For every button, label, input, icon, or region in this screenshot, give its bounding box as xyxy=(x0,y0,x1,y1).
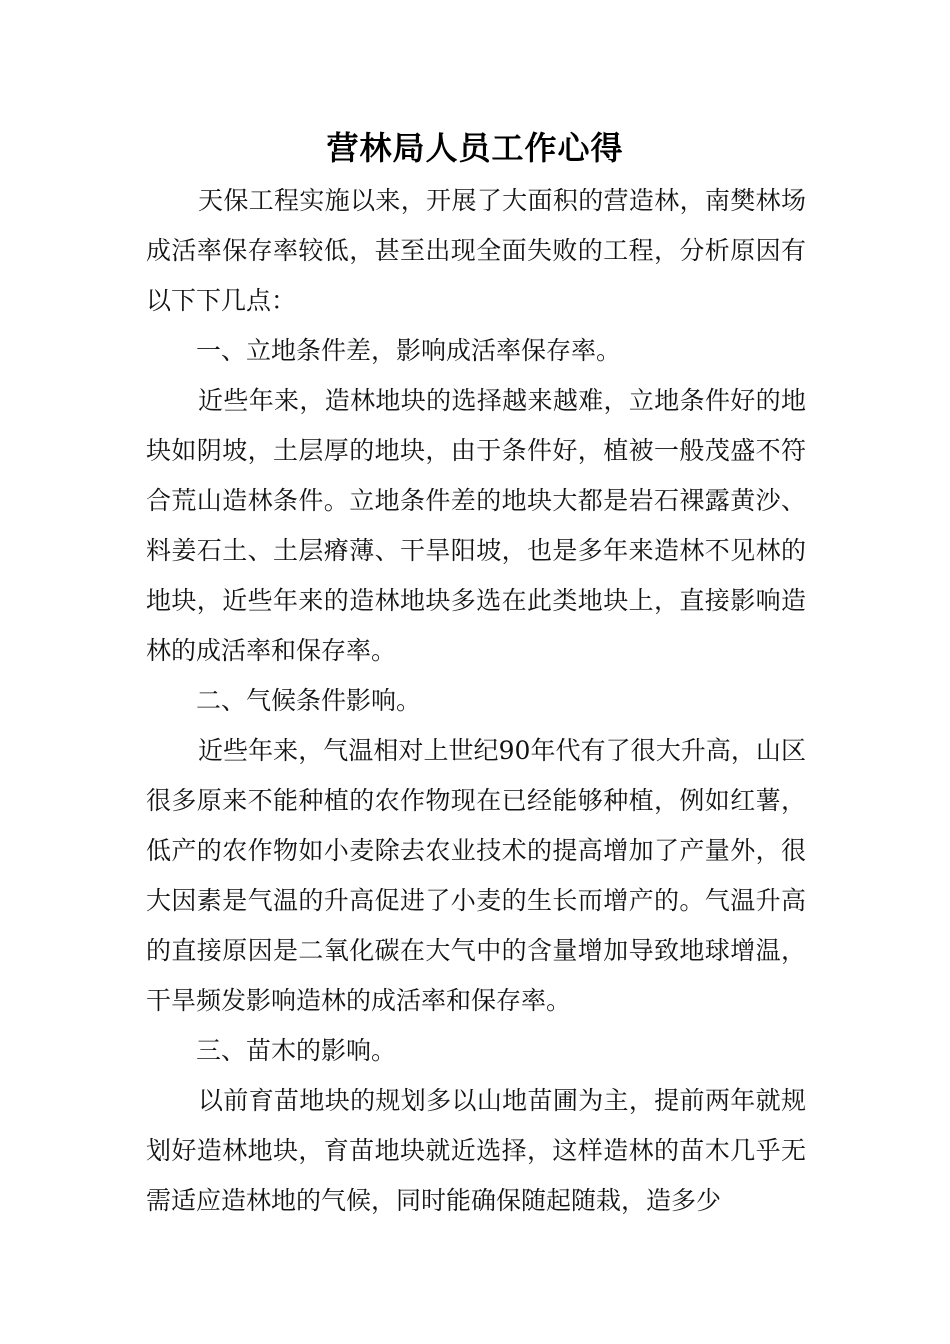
section-heading-2: 二、气候条件影响。 xyxy=(196,686,422,715)
section-heading-1: 一、立地条件差，影响成活率保存率。 xyxy=(196,336,622,365)
document-title: 营林局人员工作心得 xyxy=(326,129,624,167)
document-body xyxy=(146,176,806,1226)
paragraph-seedlings: 以前育苗地块的规划多以山地苗圃为主，提前两年就规划好造林地块，育苗地块就近选择，这样造林的苗木几乎无需适应造林地的气候，同时能确保随起随栽，造多少 xyxy=(146,1086,806,1215)
paragraph-climate: 近些年来，气温相对上世纪90年代有了很大升高，山区很多原来不能种植的农作物现在已经能够种植，例如红薯，低产的农作物如小麦除去农业技术的提高增加了产量外，很大因素是气温的升高促进了小麦的生长而增产的。气温升高的直接原因是二氧化碳在大气中的含量增加导致地球增温，干旱频发影响造林的成活率和保存率。 xyxy=(146,736,806,1015)
paragraph-intro: 天保工程实施以来，开展了大面积的营造林，南樊林场成活率保存率较低，甚至出现全面失败的工程，分析原因有以下下几点： xyxy=(146,186,806,315)
section-heading-3: 三、苗木的影响。 xyxy=(196,1036,397,1065)
paragraph-site-conditions: 近些年来，造林地块的选择越来越难，立地条件好的地块如阴坡，土层厚的地块，由于条件好，植被一般茂盛不符合荒山造林条件。立地条件差的地块大都是岩石裸露黄沙、料姜石土、土层瘠薄、干旱阳坡，也是多年来造林不见林的地块，近些年来的造林地块多选在此类地块上，直接影响造林的成活率和保存率。 xyxy=(146,386,806,665)
